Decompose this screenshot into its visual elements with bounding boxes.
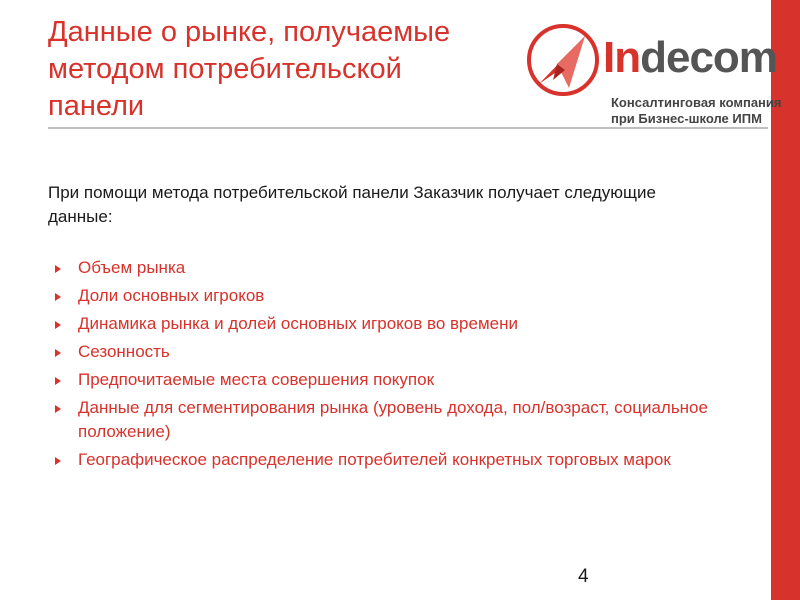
list-item [55,284,745,308]
list-item [55,256,745,280]
logo-wordmark-rest: decom [640,33,777,82]
bullet-marker-icon [55,377,61,385]
list-item [55,340,745,364]
bullet-marker-icon [55,405,61,413]
list-item [55,368,745,392]
list-item-text: Динамика рынка и долей основных игроков во времени [78,314,518,333]
logo-subtitle-line-2: при Бизнес-школе ИПМ [611,111,762,126]
bullet-marker-icon [55,293,61,301]
intro-paragraph [48,181,688,229]
list-item-text: Предпочитаемые места совершения покупок [78,370,435,389]
bullet-list [55,256,745,476]
logo-subtitle [611,95,781,127]
logo-subtitle-line-1: Консалтинговая компания [611,95,782,110]
list-item-text: Данные для сегментирования рынка (уровень дохода, пол/возраст, социальное положение) [78,398,708,441]
list-item [55,312,745,336]
list-item-text: Доли основных игроков [78,286,265,305]
list-item-text: Сезонность [78,342,170,361]
paper-plane-circle-icon [525,22,601,98]
slide-title [48,14,518,125]
logo-wordmark-accent: In [603,33,641,82]
page-number: 4 [578,566,589,587]
right-accent-bar [771,0,800,600]
intro-text: При помощи метода потребительской панели Заказчик получает следующие данные: [48,183,656,226]
list-item [55,448,745,472]
bullet-marker-icon [55,457,61,465]
list-item-text: Географическое распределение потребителей конкретных торговых марок [78,450,671,469]
slide-title-line-1: Данные о рынке, получаемые [48,16,451,48]
bullet-marker-icon [55,321,61,329]
slide-title-line-2: методом потребительской [48,53,402,85]
slide-title-line-3: панели [48,90,145,122]
list-item [55,396,745,444]
bullet-marker-icon [55,265,61,273]
title-divider [48,127,768,129]
list-item-text: Объем рынка [78,258,186,277]
logo-wordmark [603,30,777,86]
bullet-marker-icon [55,349,61,357]
